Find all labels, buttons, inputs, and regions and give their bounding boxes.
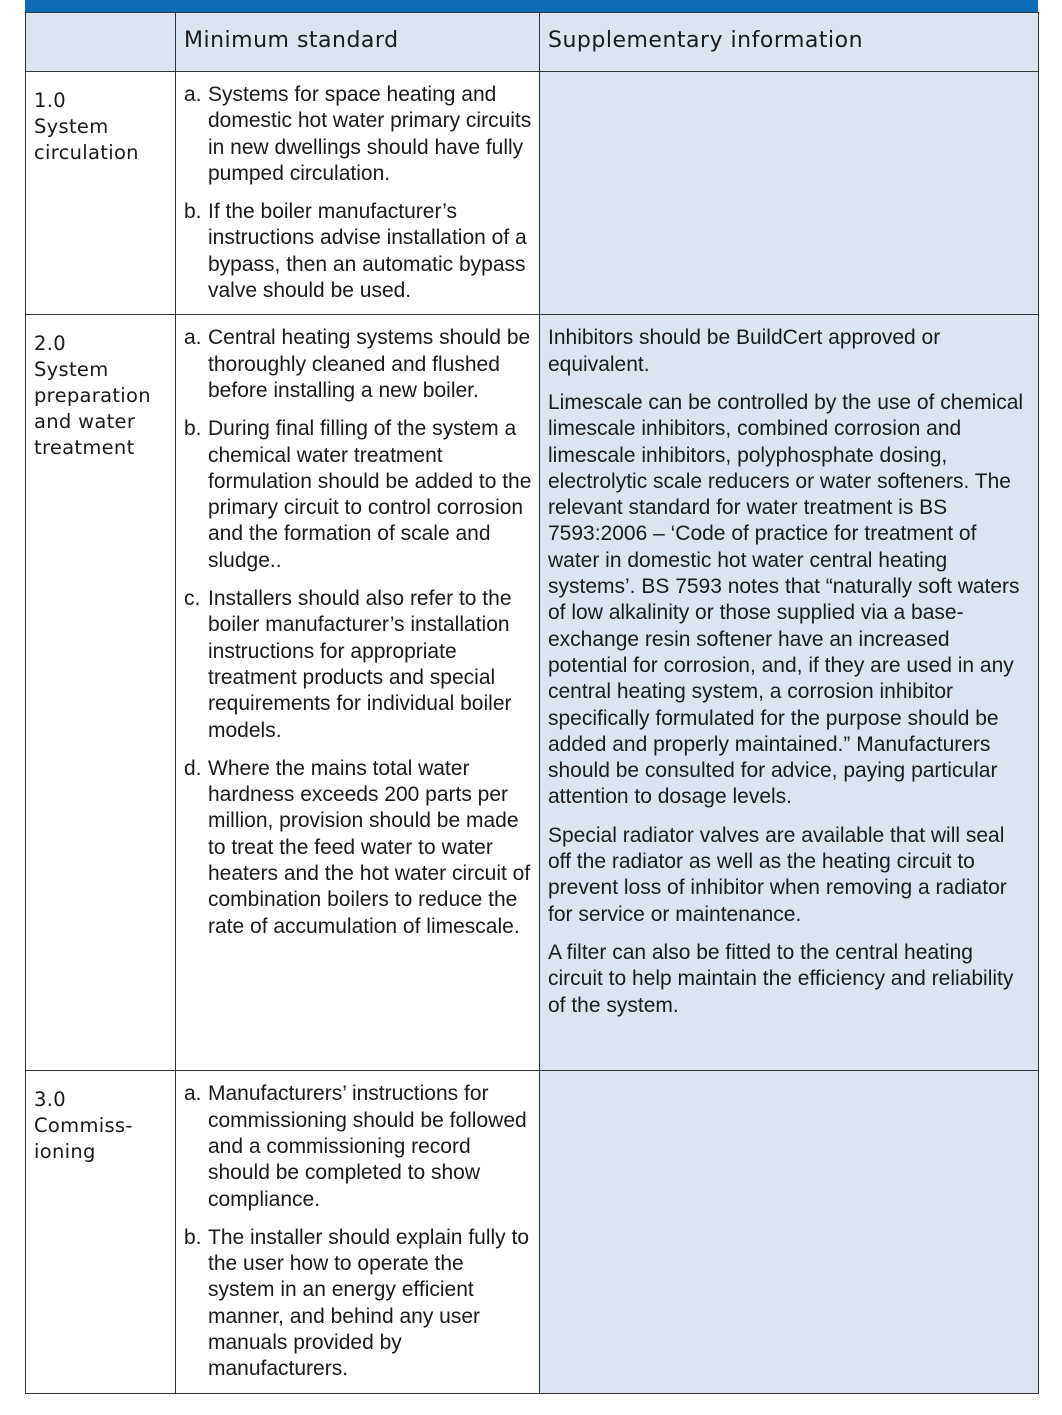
minimum-standard-list [176,315,539,950]
minimum-standard-cell [176,315,540,1071]
header-section-label [26,13,175,28]
minimum-standard-cell [176,1071,540,1393]
table-row-system-preparation [26,315,1039,1071]
item-text: Central heating systems should be thoroughly cleaned and flushed before installing a new boiler. [208,326,531,402]
minimum-standard-cell [176,72,540,315]
section-label [26,1071,175,1165]
section-cell [26,315,176,1071]
list-item [184,756,533,940]
section-number: 3.0 [34,1088,66,1112]
section-cell [26,1071,176,1393]
section-title: Commiss- ioning [34,1114,133,1164]
list-item [184,416,533,574]
standards-table [25,12,1039,1394]
section-label [26,72,175,166]
header-supplementary-label: Supplementary information [548,28,864,53]
supplementary-text [540,315,1038,1028]
supplementary-cell [540,72,1039,315]
item-letter: a. [184,83,202,106]
supplementary-paragraph: Inhibitors should be BuildCert approved or equivalent. [548,326,941,376]
supplementary-paragraph: Special radiator valves are available that will seal off the radiator as well as the heating circuit to prevent loss of inhibitor when removing a radiator for service or maintenance. [548,823,1007,926]
section-number: 1.0 [34,89,66,112]
item-text: The installer should explain fully to the user how to operate the system in an energy efficient manner, and behind any user manuals provided by manufacturers. [208,1225,530,1381]
item-text: Where the mains total water hardness exceeds 200 parts per million, provision should be made to treat the feed water to water heaters and the hot water circuit of combination boilers to reduce the rate of accumulation of limescale. [208,756,531,938]
supplementary-cell [540,315,1039,1071]
item-letter: b. [184,1225,202,1249]
section-title: System preparation and water treatment [34,358,151,460]
supplementary-paragraph: Limescale can be controlled by the use of chemical limescale inhibitors, combined corrosion and limescale inhibitors, polyphosphate dosing, electrolytic scale reducers or water softeners. The relevant standard for water treatment is BS 7593:2006 – ‘Code of practice for treatment of water in domestic hot water central heating systems’. BS 7593 notes that “naturally soft waters of low alkalinity or those supplied via a base-exchange resin softener have an increased potential for corrosion, and, if they are used in any central heating system, a corrosion inhibitor specifically formulated for the purpose should be added and properly maintained.” Manufacturers should be consulted for advice, paying particular attention to dosage levels. [548,390,1024,809]
item-letter: c. [184,587,201,611]
item-text: Installers should also refer to the boiler manufacturer’s installation instructions for appropriate treatment products and special requirements for individual boiler models. [208,587,512,742]
top-accent-bar [25,0,1038,12]
list-item [184,1225,533,1383]
table-row-system-circulation [26,72,1039,315]
section-label [26,315,175,461]
section-title: System circulation [34,115,139,164]
supplementary-paragraph: A filter can also be fitted to the central heating circuit to help maintain the efficiency and reliability of the system. [548,940,1014,1017]
header-cell-supplementary [540,13,1039,72]
item-letter: a. [184,1082,202,1106]
minimum-standard-list [176,1071,539,1392]
item-letter: a. [184,326,202,350]
list-item [184,325,533,404]
header-cell-minimum-standard [176,13,540,72]
header-row [26,13,1039,72]
item-text: If the boiler manufacturer’s instructions advise installation of a bypass, then an automatic bypass valve should be used. [208,200,527,303]
header-minimum-standard-label: Minimum standard [184,28,399,53]
list-item [184,199,533,304]
item-letter: b. [184,417,202,441]
item-letter: d. [184,756,202,780]
item-text: During final filling of the system a chemical water treatment formulation should be added to the primary circuit to control corrosion and the formation of scale and sludge.. [208,417,532,572]
item-text: Systems for space heating and domestic hot water primary circuits in new dwellings should have fully pumped circulation. [208,83,532,185]
list-item [184,586,533,744]
header-cell-section [26,13,176,72]
section-cell [26,72,176,315]
supplementary-cell [540,1071,1039,1393]
list-item [184,82,533,187]
section-number: 2.0 [34,332,66,356]
table-row-commissioning [26,1071,1039,1393]
item-letter: b. [184,200,202,224]
list-item [184,1081,533,1212]
item-text: Manufacturers’ instructions for commissioning should be followed and a commissioning record should be completed to show compliance. [208,1082,527,1211]
minimum-standard-list [176,72,539,314]
